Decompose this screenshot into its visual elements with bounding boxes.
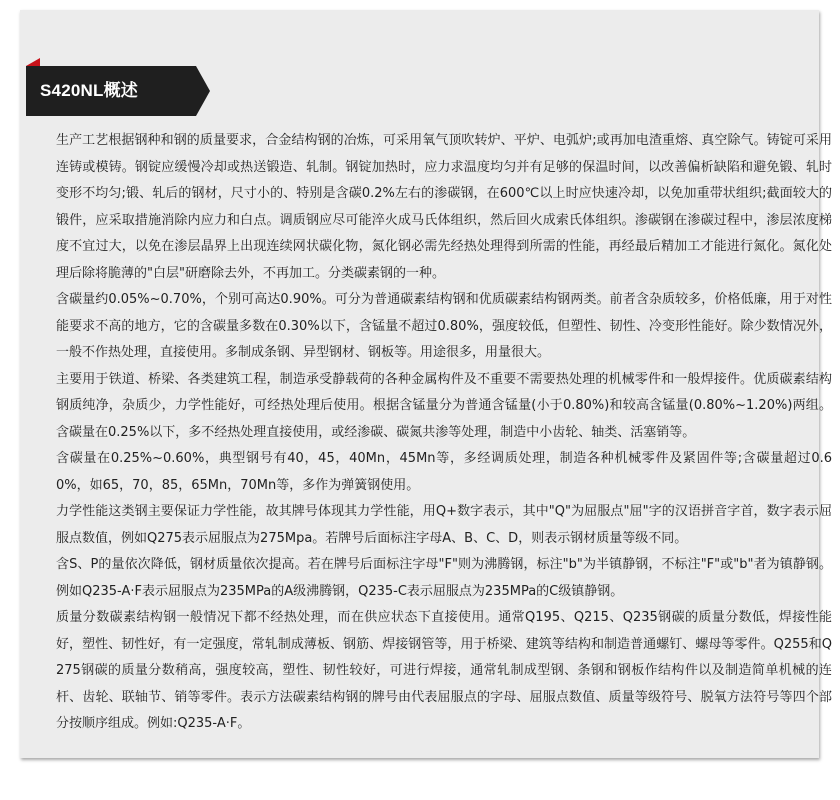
paragraph: 生产工艺根据钢种和钢的质量要求，合金结构钢的冶炼，可采用氧气顶吹转炉、平炉、电弧炉;或再加电渣重熔、真空除气。铸锭可采用连铸或模铸。钢锭应缓慢冷却或热送锻造、轧制。钢锭加热时，应力求温度均匀并有足够的保温时间，以改善偏析缺陷和避免锻、轧时变形不均匀;锻、轧后的钢材，尺寸小的、特别是含碳0.2%左右的渗碳钢，在600℃以上时应快速冷却，以免加重带状组织;截面较大的锻件，应采取措施消除内应力和白点。调质钢应尽可能淬火成马氏体组织，然后回火成索氏体组织。渗碳钢在渗碳过程中，渗层浓度梯度不宜过大，以免在渗层晶界上出现连续网状碳化物，氮化钢必需先经热处理得到所需的性能，再经最后精加工才能进行氮化。氮化处理后除将脆薄的"白层"研磨除去外，不再加工。分类碳素钢的一种。 xyxy=(56,133,832,281)
paragraph: 含碳量在0.25%~0.60%，典型钢号有40，45，40Mn，45Mn等，多经调质处理，制造各种机械零件及紧固件等;含碳量超过0.60%，如65，70，85，65Mn，70Mn等，多作为弹簧钢使用。 xyxy=(56,451,832,493)
paragraph: 含S、P的量依次降低，钢材质量依次提高。若在牌号后面标注字母"F"则为沸腾钢，标注"b"为半镇静钢，不标注"F"或"b"者为镇静钢。例如Q235-A·F表示屈服点为235MPa的A级沸腾钢，Q235-C表示屈服点为235MPa的C级镇静钢。 xyxy=(56,557,832,599)
paragraph: 主要用于铁道、桥梁、各类建筑工程，制造承受静载荷的各种金属构件及不重要不需要热处理的机械零件和一般焊接件。优质碳素结构钢质纯净，杂质少，力学性能好，可经热处理后使用。根据含锰量分为普通含锰量(小于0.80%)和较高含锰量(0.80%~1.20%)两组。含碳量在0.25%以下，多不经热处理直接使用，或经渗碳、碳氮共渗等处理，制造中小齿轮、轴类、活塞销等。 xyxy=(56,371,832,440)
banner-fold-decoration xyxy=(26,58,40,66)
article-body xyxy=(56,128,832,738)
paragraph: 含碳量约0.05%~0.70%，个别可高达0.90%。可分为普通碳素结构钢和优质碳素结构钢两类。前者含杂质较多，价格低廉，用于对性能要求不高的地方，它的含碳量多数在0.30%以下，含锰量不超过0.80%，强度较低，但塑性、韧性、冷变形性能好。除少数情况外，一般不作热处理，直接使用。多制成条钢、异型钢材、钢板等。用途很多，用量很大。 xyxy=(56,292,832,360)
section-title: S420NL概述 xyxy=(40,81,138,100)
content-card xyxy=(20,10,832,758)
paragraph: 质量分数碳素结构钢一般情况下都不经热处理，而在供应状态下直接使用。通常Q195、Q215、Q235钢碳的质量分数低，焊接性能好，塑性、韧性好，有一定强度，常轧制成薄板、钢筋、焊接钢管等，用于桥梁、建筑等结构和制造普通螺钉、螺母等零件。Q255和Q275钢碳的质量分数稍高，强度较高，塑性、韧性较好，可进行焊接，通常轧制成型钢、条钢和钢板作结构件以及制造简单机械的连杆、齿轮、联轴节、销等零件。表示方法碳素结构钢的牌号由代表屈服点的字母、屈服点数值、质量等级符号、脱氧方法符号等四个部分按顺序组成。例如:Q235-A·F。 xyxy=(56,610,832,731)
paragraph: 力学性能这类钢主要保证力学性能，故其牌号体现其力学性能，用Q+数字表示，其中"Q"为屈服点"屈"字的汉语拼音字首，数字表示屈服点数值，例如Q275表示屈服点为275Mpa。若牌号后面标注字母A、B、C、D，则表示钢材质量等级不同。 xyxy=(56,504,832,546)
